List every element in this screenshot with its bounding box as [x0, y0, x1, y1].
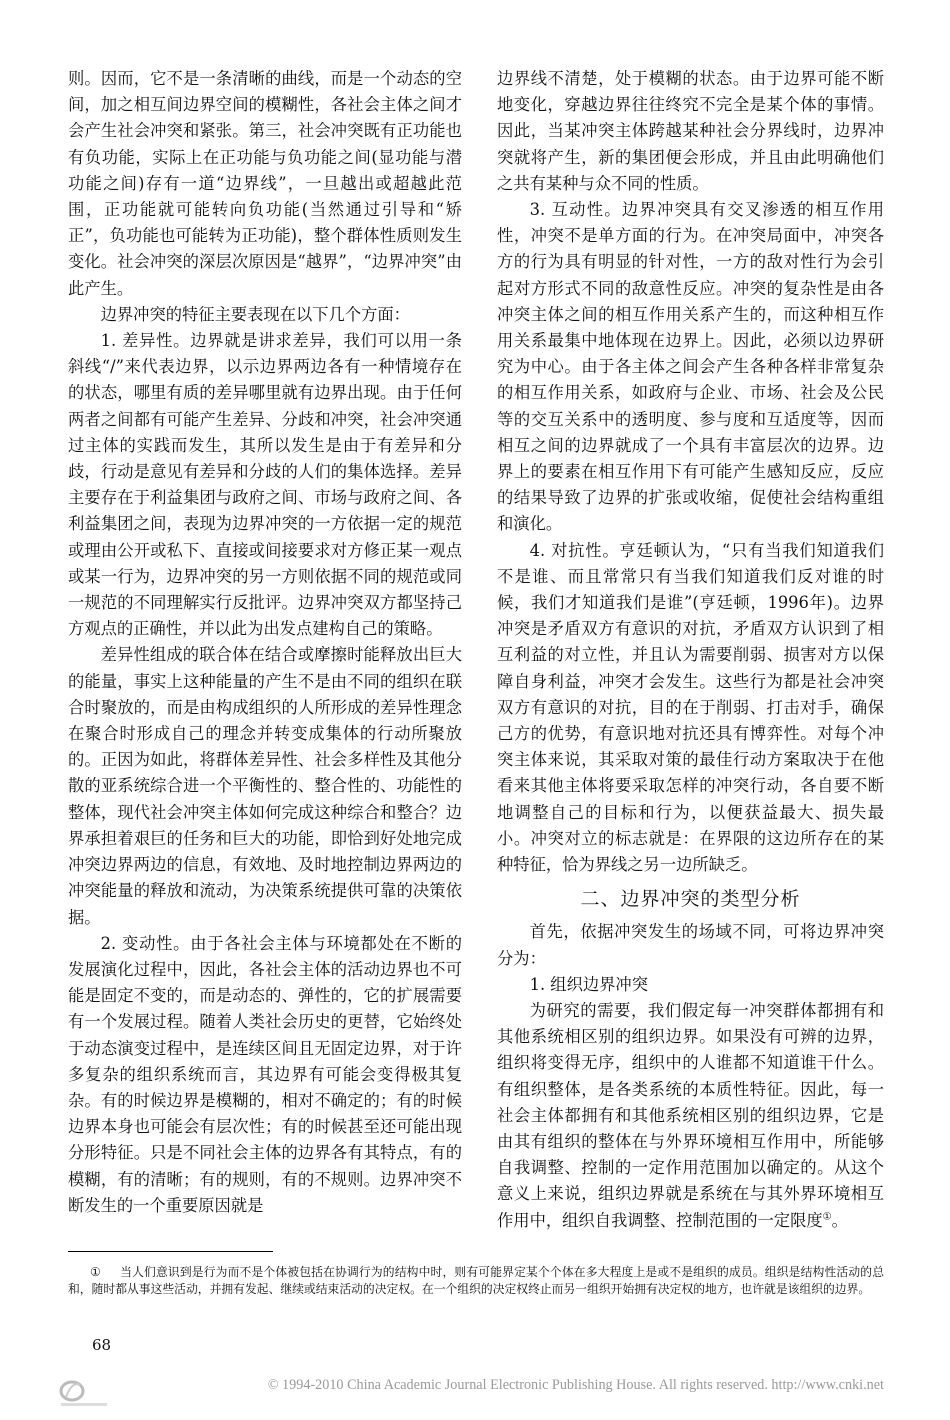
section-heading: 二、边界冲突的类型分析 — [580, 888, 801, 911]
page-number: 68 — [92, 1336, 112, 1354]
paragraph: 3. 互动性。边界冲突具有交叉渗透的相互作用性，冲突不是单方面的行为。在冲突局面中，冲突各方的行为具有明显的针对性，一方的敌对性行为会引起对方形式不同的敌意性反应。冲突的复杂性是由各冲突主体之间的相互作用关系产生的，而这种相互作用关系最集中地体现在边界上。因此，必须以边界研究为中心。由于各主体之间会产生各种各样非常复杂的相互作用关系，如政府与企业、市场、社会及公民等的交互关系中的透明度、参与度和互适度等，因而相互之间的边界就成了一个具有丰富层次的边界。边界上的要素在相互作用下有可能产生感知反应，反应的结果导致了边界的扩张或收缩，促使社会结构重组和演化。 — [497, 200, 884, 534]
paragraph: 差异性组成的联合体在结合或摩擦时能释放出巨大的能量，事实上这种能量的产生不是由不同的组织在联合时聚放的，而是由构成组织的人所形成的差异性理念在聚合时形成自己的理念并转变成集体的行动所聚放的。正因为如此，将群体差异性、社会多样性及其他分散的亚系统综合进一个平衡性的、整合性的、功能性的整体，现代社会冲突主体如何完成这种综合和整合？边界承担着艰巨的任务和巨大的功能，即恰到好处地完成冲突边界两边的信息，有效地、及时地控制边界两边的冲突能量的释放和流动，为决策系统提供可靠的决策依据。 — [68, 645, 462, 927]
paragraph: 边界线不清楚，处于模糊的状态。由于边界可能不断地变化，穿越边界往往终究不完全是某个体的事情。因此，当某冲突主体跨越某种社会分界线时，边界冲突就将产生，新的集团便会形成，并且由此明确他们之共有某种与众不同的性质。 — [497, 69, 884, 193]
paragraph: 则。因而，它不是一条清晰的曲线，而是一个动态的空间，加之相互间边界空间的模糊性，各社会主体之间才会产生社会冲突和紧张。第三，社会冲突既有正功能也有负功能，实际上在正功能与负功能之间(显功能与潜功能之间)存有一道“边界线”，一旦越出或超越此范围，正功能就可能转向负功能(当然通过引导和“矫正”，负功能也可能转为正功能)，整个群体性质则发生变化。社会冲突的深层次原因是“越界”，“边界冲突”由此产生。 — [68, 69, 462, 298]
footnote — [68, 1264, 884, 1297]
paragraph-text: 为研究的需要，我们假定每一冲突群体都拥有和其他系统相区别的组织边界。如果没有可辨的边界，组织将变得无序，组织中的人谁都不知道谁干什么。有组织整体，是各类系统的本质性特征。因此，每一社会主体都拥有和其他系统相区别的组织边界，它是由其有组织的整体在与外界环境相互作用中，所能够自我调整、控制的一定作用范围加以确定的。从这个意义上来说，组织边界就是系统在与其外界环境相互作用中，组织自我调整、控制范围的一定限度 — [497, 1000, 884, 1230]
paragraph: 2. 变动性。由于各社会主体与环境都处在不断的发展演化过程中，因此，各社会主体的活动边界也不可能是固定不变的，而是动态的、弹性的，它的扩展需要有一个发展过程。随着人类社会历史的更替，它始终处于动态演变过程中，是连续区间且无固定边界，对于许多复杂的组织系统而言，其边界有可能会变得极其复杂。有的时候边界是模糊的，相对不确定的；有的时候边界本身也可能会有层次性；有的时候甚至还可能出现分形特征。只是不同社会主体的边界各有其特点，有的模糊，有的清晰；有的规则，有的不规则。边界冲突不断发生的一个重要原因就是 — [68, 933, 462, 1215]
paragraph: 1. 差异性。边界就是讲求差异，我们可以用一条斜线“/”来代表边界，以示边界两边各有一种情境存在的状态，哪里有质的差异哪里就有边界出现。由于任何两者之间都有可能产生差异、分歧和冲突，社会冲突通过主体的实践而发生，其所以发生是由于有差异和分歧，行动是意见有差异和分歧的人们的集体选择。差异主要存在于利益集团与政府之间、市场与政府之间、各利益集团之间，表现为边界冲突的一方依据一定的规范或理由公开或私下、直接或间接要求对方修正某一观点或某一行为，边界冲突的另一方则依据不同的规范或同一规范的不同理解实行反批评。边界冲突双方都坚持己方观点的正确性，并以此为出发点建构自己的策略。 — [68, 331, 462, 639]
footnote-reference[interactable]: ① — [822, 1211, 832, 1223]
footnote-mark: ① — [90, 1265, 101, 1279]
paragraph: 1. 组织边界冲突 — [529, 974, 648, 994]
footnote-divider — [68, 1251, 273, 1252]
copyright-notice: © 1994-2010 China Academic Journal Electronic Publishing House. All rights reserved. http://www.cnki.net — [267, 1377, 884, 1393]
footnote-text: 当人们意识到是行为而不是个体被包括在协调行为的结构中时，则有可能界定某个个体在多大程度上是或不是组织的成员。组织是结构性活动的总和，随时都从事这些活动，并拥有发起、继续或结束活动的决定权。在一个组织的决定权终止而另一组织开始拥有决定权的地方，也许就是该组织的边界。 — [68, 1265, 884, 1296]
cnki-logo-icon — [58, 1373, 116, 1411]
left-column — [68, 66, 462, 1219]
paragraph: 首先，依据冲突发生的场域不同，可将边界冲突分为： — [497, 922, 884, 968]
paragraph: 边界冲突的特征主要表现在以下几个方面： — [100, 304, 410, 324]
paragraph: 为研究的需要，我们假定每一冲突群体都拥有和其他系统相区别的组织边界。如果没有可辨的边界，组织将变得无序，组织中的人谁都不知道谁干什么。有组织整体，是各类系统的本质性特征。因此，每一社会主体都拥有和其他系统相区别的组织边界，它是由其有组织的整体在与外界环境相互作用中，所能够自我调整、控制的一定作用范围加以确定的。从这个意义上来说，组织边界就是系统在与其外界环境相互作用中，组织自我调整、控制范围的一定限度①。 — [497, 1000, 884, 1230]
right-column — [497, 66, 884, 1234]
paragraph: 4. 对抗性。亨廷顿认为，“只有当我们知道我们不是谁、而且常常只有当我们知道我们反对谁的时候，我们才知道我们是谁”(亨廷顿，1996年)。边界冲突是矛盾双方有意识的对抗，矛盾双方认识到了相互利益的对立性，并且认为需要削弱、损害对方以保障自身利益，冲突才会发生。这些行为都是社会冲突双方有意识的对抗，目的在于削弱、打击对手，确保己方的优势，有意识地对抗还具有博弈性。对每个冲突主体来说，其采取对策的最佳行动方案取决于在他看来其他主体将要采取怎样的冲突行动，各自要不断地调整自己的目标和行为，以便获益最大、损失最小。冲突对立的标志就是：在界限的这边所存在的某种特征，恰为界线之另一边所缺乏。 — [497, 540, 884, 875]
